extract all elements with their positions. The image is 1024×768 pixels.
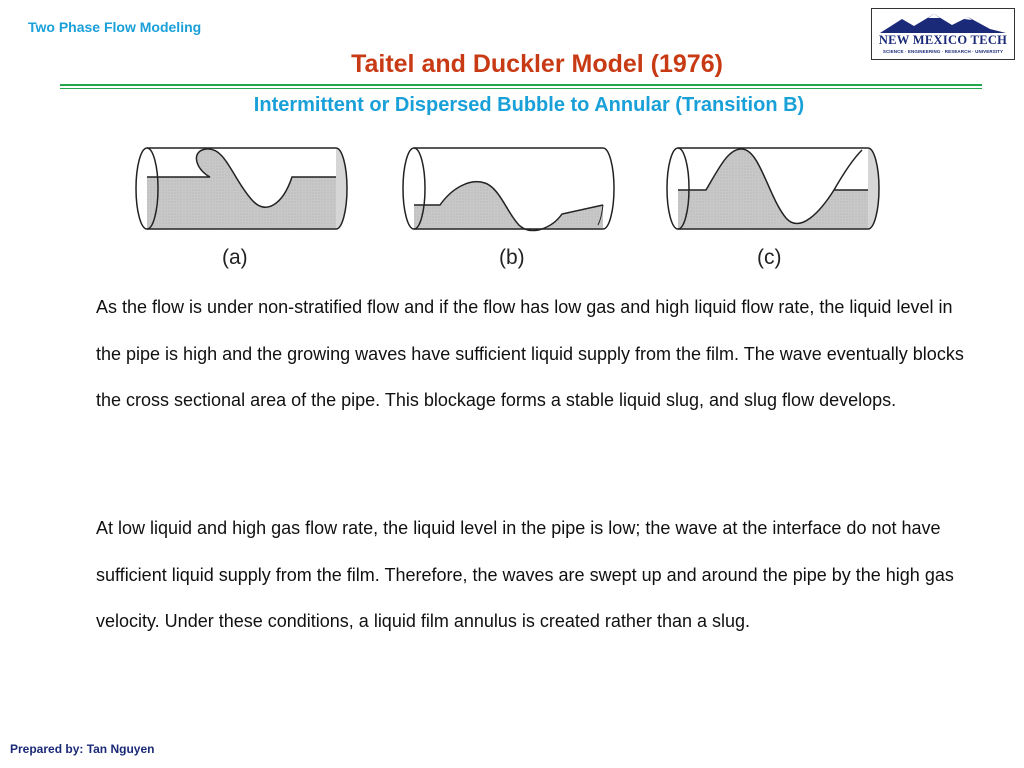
figure-label-a: (a): [222, 246, 248, 269]
logo-text: NEW MEXICO TECH: [878, 33, 1008, 47]
figure-label-c: (c): [757, 246, 782, 269]
logo-subtext: SCIENCE · ENGINEERING · RESEARCH · UNIVERSITY: [882, 49, 1004, 54]
pipe-b-diagram: [403, 148, 614, 230]
slide-title: Taitel and Duckler Model (1976): [351, 50, 723, 78]
pipe-a-diagram: [136, 148, 347, 229]
course-title: Two Phase Flow Modeling: [28, 19, 202, 35]
pipe-c-diagram: [667, 148, 879, 229]
footer-prepared-by: Prepared by: Tan Nguyen: [10, 742, 155, 756]
paragraph-annular-flow: At low liquid and high gas flow rate, the liquid level in the pipe is low; the wave at the interface do not have sufficient liquid supply from the film. Therefore, the waves are swept up and around the pipe by the high gas velocity. Under these conditions, a liquid film annulus is created rather than a slug.: [96, 518, 954, 631]
pipe-flow-figure: [0, 140, 1024, 245]
paragraph-slug-flow: As the flow is under non-stratified flow and if the flow has low gas and high liquid flow rate, the liquid level in the pipe is high and the growing waves have sufficient liquid supply from the film. The wave eventually blocks the cross sectional area of the pipe. This blockage forms a stable liquid slug, and slug flow develops.: [96, 297, 964, 410]
title-divider: [60, 84, 982, 89]
slide-subtitle: Intermittent or Dispersed Bubble to Annular (Transition B): [253, 94, 805, 116]
figure-label-b: (b): [499, 246, 525, 269]
